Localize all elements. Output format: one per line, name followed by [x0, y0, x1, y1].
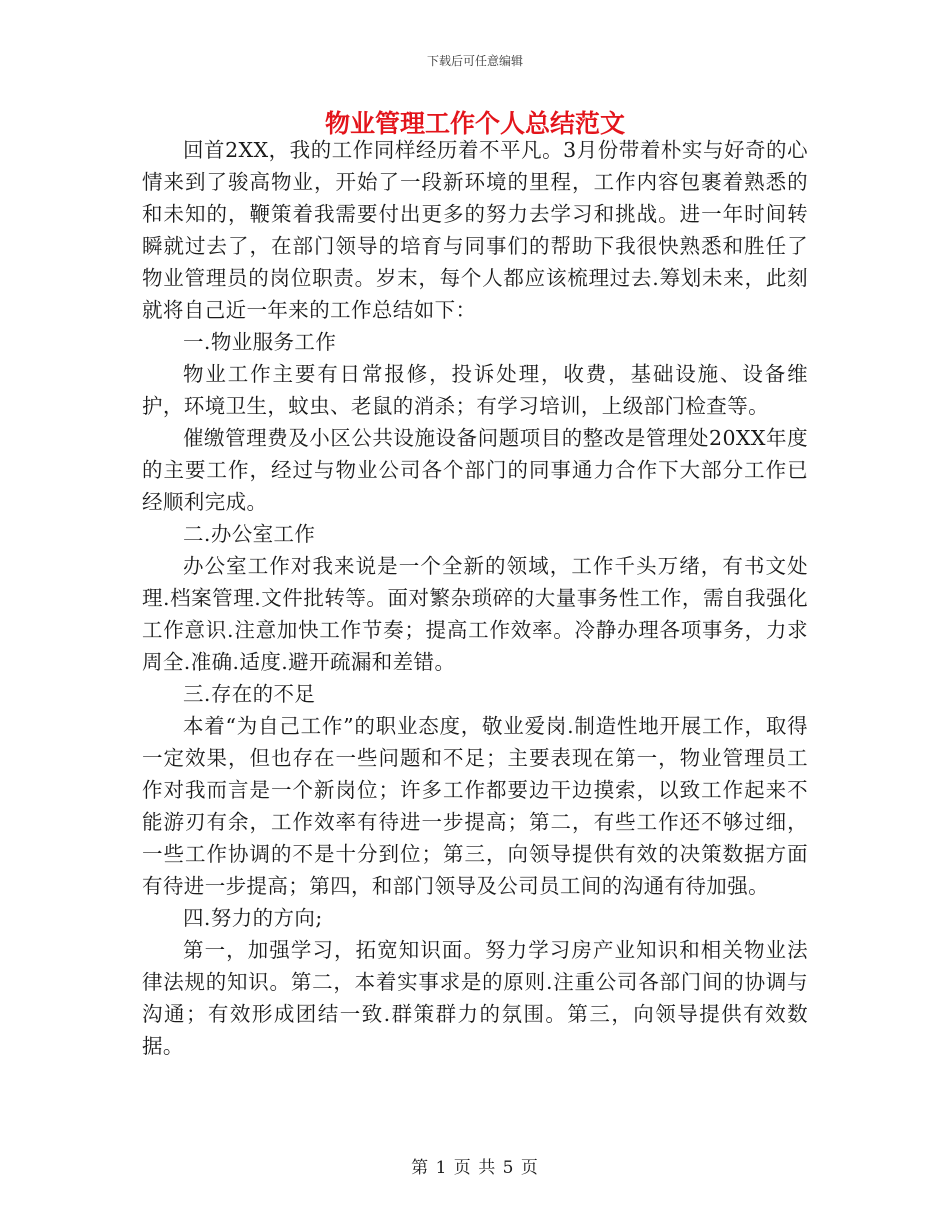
section-heading-4: 四.努力的方向;	[183, 906, 323, 930]
paragraph-intro: 回首2XX，我的工作同样经历着不平凡。3月份带着朴实与好奇的心情来到了骏高物业，开始了一段新环境的里程，工作内容包裹着熟悉的和未知的，鞭策着我需要付出更多的努力去学习和挑战。进一年时间转瞬就过去了，在部门领导的培育与同事们的帮助下我很快熟悉和胜任了物业管理员的岗位职责。岁末，每个人都应该梳理过去.筹划未来，此刻就将自己近一年来的工作总结如下：	[142, 138, 808, 322]
document-title: 物业管理工作个人总结范文	[324, 109, 625, 138]
paragraph: 本着“为自己工作”的职业态度，敬业爱岗.制造性地开展工作，取得一定效果，但也存在一些问题和不足；主要表现在第一，物业管理员工作对我而言是一个新岗位；许多工作都要边干边摸索，以致工作起来不能游刃有余，工作效率有待进一步提高；第二，有些工作还不够过细，一些工作协调的不是十分到位；第三，向领导提供有效的决策数据方面有待进一步提高；第四，和部门领导及公司员工间的沟通有待加强。	[142, 714, 808, 898]
header-note: 下载后可任意编辑	[426, 54, 523, 68]
section-heading-1: 一.物业服务工作	[183, 330, 337, 354]
paragraph: 物业工作主要有日常报修，投诉处理，收费，基础设施、设备维护，环境卫生，蚊虫、老鼠的消杀；有学习培训，上级部门检查等。	[142, 362, 808, 418]
section-heading-2: 二.办公室工作	[183, 522, 316, 546]
section-heading-3: 三.存在的不足	[183, 682, 316, 706]
paragraph: 第一，加强学习，拓宽知识面。努力学习房产业知识和相关物业法律法规的知识。第二，本着实事求是的原则.注重公司各部门间的协调与沟通；有效形成团结一致.群策群力的氛围。第三，向领导提供有效数据。	[142, 938, 808, 1058]
paragraph: 办公室工作对我来说是一个全新的领域，工作千头万绪，有书文处理.档案管理.文件批转等。面对繁杂琐碎的大量事务性工作，需自我强化工作意识.注意加快工作节奏；提高工作效率。冷静办理各项事务，力求周全.准确.适度.避开疏漏和差错。	[142, 554, 808, 674]
document-body	[142, 134, 808, 1062]
paragraph: 催缴管理费及小区公共设施设备问题项目的整改是管理处20XX年度的主要工作，经过与物业公司各个部门的同事通力合作下大部分工作已经顺利完成。	[142, 426, 808, 514]
page-number-footer: 第 1 页 共 5 页	[411, 1158, 539, 1178]
